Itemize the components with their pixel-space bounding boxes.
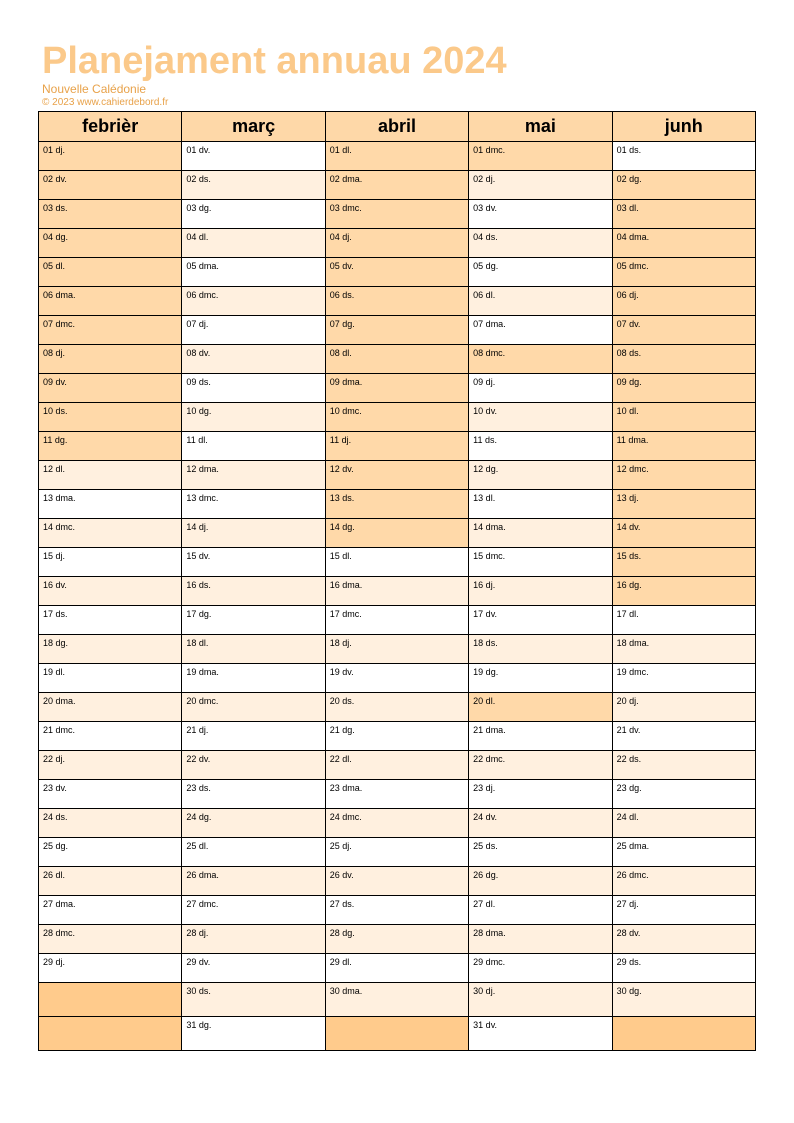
day-cell: 23 ds. <box>182 780 325 809</box>
month-header-1: febrièr <box>39 112 182 142</box>
day-row <box>39 693 756 722</box>
day-cell: 26 dmc. <box>612 867 755 896</box>
day-cell: 09 dv. <box>39 374 182 403</box>
day-cell: 25 dma. <box>612 838 755 867</box>
day-cell: 19 dv. <box>325 664 468 693</box>
month-header-5: junh <box>612 112 755 142</box>
day-row <box>39 287 756 316</box>
day-cell: 23 dj. <box>469 780 612 809</box>
day-cell: 04 dj. <box>325 229 468 258</box>
day-cell: 20 dj. <box>612 693 755 722</box>
empty-day-cell <box>612 1017 755 1051</box>
day-cell: 25 dg. <box>39 838 182 867</box>
day-cell: 10 dv. <box>469 403 612 432</box>
day-row <box>39 200 756 229</box>
day-cell: 11 dg. <box>39 432 182 461</box>
day-cell: 06 dj. <box>612 287 755 316</box>
day-cell: 11 dma. <box>612 432 755 461</box>
day-row <box>39 461 756 490</box>
day-cell: 21 dj. <box>182 722 325 751</box>
day-row <box>39 548 756 577</box>
day-cell: 02 ds. <box>182 171 325 200</box>
day-cell: 25 ds. <box>469 838 612 867</box>
day-cell: 14 dv. <box>612 519 755 548</box>
day-row <box>39 809 756 838</box>
day-cell: 29 dl. <box>325 954 468 983</box>
day-cell: 01 ds. <box>612 142 755 171</box>
day-cell: 06 dl. <box>469 287 612 316</box>
day-cell: 01 dv. <box>182 142 325 171</box>
month-header-2: març <box>182 112 325 142</box>
day-cell: 29 dmc. <box>469 954 612 983</box>
day-cell: 22 dj. <box>39 751 182 780</box>
day-row <box>39 925 756 954</box>
day-cell: 30 ds. <box>182 983 325 1017</box>
day-cell: 06 dmc. <box>182 287 325 316</box>
day-row <box>39 345 756 374</box>
day-cell: 16 dg. <box>612 577 755 606</box>
day-cell: 18 dma. <box>612 635 755 664</box>
day-cell: 15 dj. <box>39 548 182 577</box>
day-cell: 10 dg. <box>182 403 325 432</box>
day-cell: 26 dma. <box>182 867 325 896</box>
day-cell: 09 dma. <box>325 374 468 403</box>
day-cell: 29 ds. <box>612 954 755 983</box>
day-cell: 11 ds. <box>469 432 612 461</box>
empty-day-cell <box>39 1017 182 1051</box>
day-cell: 14 dma. <box>469 519 612 548</box>
day-cell: 13 dma. <box>39 490 182 519</box>
day-cell: 22 dl. <box>325 751 468 780</box>
day-cell: 27 dl. <box>469 896 612 925</box>
day-row <box>39 374 756 403</box>
day-cell: 22 dmc. <box>469 751 612 780</box>
day-cell: 08 ds. <box>612 345 755 374</box>
day-cell: 05 dv. <box>325 258 468 287</box>
day-cell: 09 dg. <box>612 374 755 403</box>
day-cell: 30 dj. <box>469 983 612 1017</box>
day-cell: 09 ds. <box>182 374 325 403</box>
day-row <box>39 258 756 287</box>
day-cell: 23 dg. <box>612 780 755 809</box>
day-cell: 12 dl. <box>39 461 182 490</box>
day-cell: 31 dv. <box>469 1017 612 1051</box>
copyright-text: © 2023 www.cahierdebord.fr <box>42 97 169 108</box>
day-row <box>39 1017 756 1051</box>
day-cell: 12 dv. <box>325 461 468 490</box>
day-cell: 08 dv. <box>182 345 325 374</box>
day-cell: 07 dv. <box>612 316 755 345</box>
empty-day-cell <box>325 1017 468 1051</box>
day-cell: 13 dj. <box>612 490 755 519</box>
day-cell: 14 dj. <box>182 519 325 548</box>
day-cell: 02 dv. <box>39 171 182 200</box>
day-cell: 19 dg. <box>469 664 612 693</box>
day-cell: 03 dmc. <box>325 200 468 229</box>
day-cell: 19 dma. <box>182 664 325 693</box>
day-row <box>39 780 756 809</box>
day-cell: 22 dv. <box>182 751 325 780</box>
day-row <box>39 519 756 548</box>
month-header-row <box>39 112 756 142</box>
day-cell: 27 ds. <box>325 896 468 925</box>
day-cell: 19 dl. <box>39 664 182 693</box>
region-subtitle: Nouvelle Calédonie <box>42 82 147 96</box>
day-cell: 26 dl. <box>39 867 182 896</box>
day-cell: 21 dma. <box>469 722 612 751</box>
day-cell: 20 dl. <box>469 693 612 722</box>
day-cell: 27 dma. <box>39 896 182 925</box>
day-cell: 01 dl. <box>325 142 468 171</box>
day-row <box>39 954 756 983</box>
day-row <box>39 664 756 693</box>
day-cell: 16 dv. <box>39 577 182 606</box>
day-cell: 24 dmc. <box>325 809 468 838</box>
day-cell: 04 dg. <box>39 229 182 258</box>
day-cell: 17 dl. <box>612 606 755 635</box>
day-cell: 07 dg. <box>325 316 468 345</box>
day-cell: 08 dl. <box>325 345 468 374</box>
day-cell: 16 dj. <box>469 577 612 606</box>
day-cell: 26 dv. <box>325 867 468 896</box>
day-cell: 11 dj. <box>325 432 468 461</box>
day-cell: 27 dj. <box>612 896 755 925</box>
day-cell: 19 dmc. <box>612 664 755 693</box>
day-cell: 25 dl. <box>182 838 325 867</box>
day-cell: 13 ds. <box>325 490 468 519</box>
day-cell: 28 dv. <box>612 925 755 954</box>
day-row <box>39 606 756 635</box>
day-cell: 28 dmc. <box>39 925 182 954</box>
calendar-body <box>39 142 756 1051</box>
day-cell: 25 dj. <box>325 838 468 867</box>
day-cell: 07 dj. <box>182 316 325 345</box>
day-cell: 07 dmc. <box>39 316 182 345</box>
day-cell: 16 dma. <box>325 577 468 606</box>
day-cell: 20 ds. <box>325 693 468 722</box>
day-row <box>39 432 756 461</box>
day-row <box>39 403 756 432</box>
day-cell: 18 ds. <box>469 635 612 664</box>
day-cell: 15 ds. <box>612 548 755 577</box>
day-cell: 15 dl. <box>325 548 468 577</box>
day-cell: 11 dl. <box>182 432 325 461</box>
day-cell: 04 ds. <box>469 229 612 258</box>
day-cell: 03 dv. <box>469 200 612 229</box>
day-cell: 23 dma. <box>325 780 468 809</box>
day-cell: 18 dj. <box>325 635 468 664</box>
day-cell: 16 ds. <box>182 577 325 606</box>
day-row <box>39 490 756 519</box>
day-row <box>39 142 756 171</box>
day-cell: 21 dv. <box>612 722 755 751</box>
month-header-row-group <box>39 112 756 142</box>
day-cell: 30 dma. <box>325 983 468 1017</box>
day-cell: 21 dg. <box>325 722 468 751</box>
day-row <box>39 896 756 925</box>
day-cell: 30 dg. <box>612 983 755 1017</box>
day-cell: 15 dmc. <box>469 548 612 577</box>
day-row <box>39 316 756 345</box>
day-cell: 02 dma. <box>325 171 468 200</box>
day-cell: 03 ds. <box>39 200 182 229</box>
day-cell: 10 dmc. <box>325 403 468 432</box>
day-cell: 08 dj. <box>39 345 182 374</box>
month-header-3: abril <box>325 112 468 142</box>
day-cell: 14 dg. <box>325 519 468 548</box>
day-cell: 07 dma. <box>469 316 612 345</box>
day-row <box>39 838 756 867</box>
day-cell: 28 dj. <box>182 925 325 954</box>
day-cell: 05 dma. <box>182 258 325 287</box>
day-cell: 03 dg. <box>182 200 325 229</box>
day-cell: 10 dl. <box>612 403 755 432</box>
day-cell: 17 dv. <box>469 606 612 635</box>
day-cell: 21 dmc. <box>39 722 182 751</box>
day-cell: 28 dg. <box>325 925 468 954</box>
day-cell: 24 ds. <box>39 809 182 838</box>
day-row <box>39 983 756 1017</box>
day-cell: 02 dg. <box>612 171 755 200</box>
day-cell: 01 dj. <box>39 142 182 171</box>
day-cell: 27 dmc. <box>182 896 325 925</box>
day-cell: 18 dg. <box>39 635 182 664</box>
day-cell: 05 dl. <box>39 258 182 287</box>
day-cell: 04 dma. <box>612 229 755 258</box>
day-cell: 01 dmc. <box>469 142 612 171</box>
day-row <box>39 751 756 780</box>
annual-calendar-table <box>38 111 756 1051</box>
month-header-4: mai <box>469 112 612 142</box>
day-cell: 12 dmc. <box>612 461 755 490</box>
empty-day-cell <box>39 983 182 1017</box>
day-cell: 29 dv. <box>182 954 325 983</box>
day-cell: 12 dma. <box>182 461 325 490</box>
page-title: Planejament annuau 2024 <box>42 40 507 82</box>
day-cell: 20 dma. <box>39 693 182 722</box>
day-cell: 06 dma. <box>39 287 182 316</box>
day-cell: 17 ds. <box>39 606 182 635</box>
day-cell: 13 dl. <box>469 490 612 519</box>
day-cell: 20 dmc. <box>182 693 325 722</box>
day-cell: 17 dg. <box>182 606 325 635</box>
day-cell: 22 ds. <box>612 751 755 780</box>
day-row <box>39 171 756 200</box>
day-row <box>39 635 756 664</box>
day-cell: 24 dg. <box>182 809 325 838</box>
day-row <box>39 722 756 751</box>
day-cell: 29 dj. <box>39 954 182 983</box>
day-cell: 15 dv. <box>182 548 325 577</box>
day-cell: 24 dl. <box>612 809 755 838</box>
day-cell: 13 dmc. <box>182 490 325 519</box>
day-cell: 18 dl. <box>182 635 325 664</box>
day-cell: 26 dg. <box>469 867 612 896</box>
day-cell: 23 dv. <box>39 780 182 809</box>
day-cell: 09 dj. <box>469 374 612 403</box>
day-cell: 06 ds. <box>325 287 468 316</box>
day-cell: 24 dv. <box>469 809 612 838</box>
day-row <box>39 577 756 606</box>
day-cell: 28 dma. <box>469 925 612 954</box>
day-cell: 14 dmc. <box>39 519 182 548</box>
day-cell: 05 dmc. <box>612 258 755 287</box>
day-cell: 10 ds. <box>39 403 182 432</box>
day-cell: 05 dg. <box>469 258 612 287</box>
day-row <box>39 867 756 896</box>
day-cell: 31 dg. <box>182 1017 325 1051</box>
day-cell: 04 dl. <box>182 229 325 258</box>
day-cell: 02 dj. <box>469 171 612 200</box>
day-cell: 08 dmc. <box>469 345 612 374</box>
day-cell: 12 dg. <box>469 461 612 490</box>
day-cell: 17 dmc. <box>325 606 468 635</box>
day-row <box>39 229 756 258</box>
day-cell: 03 dl. <box>612 200 755 229</box>
